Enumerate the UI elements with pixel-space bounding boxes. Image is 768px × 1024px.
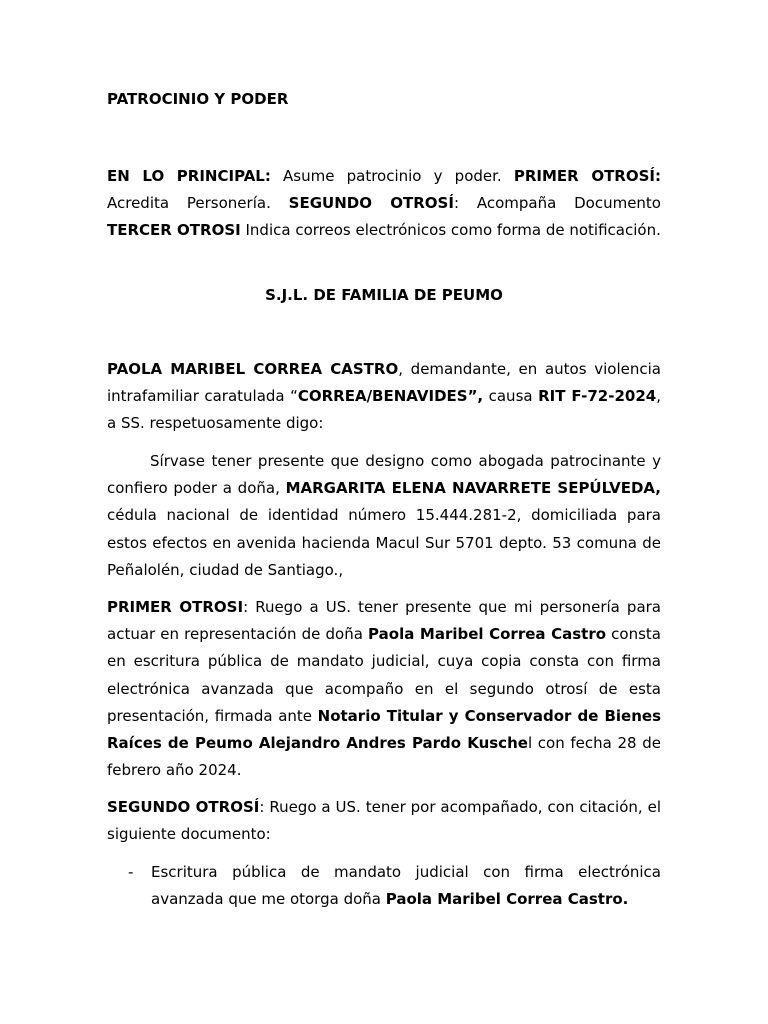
primer-otrosi-label: PRIMER OTROSÍ: [513, 167, 661, 185]
rit-number: RIT F-72-2024 [538, 387, 657, 406]
bullet-dash: - [128, 863, 134, 881]
segundo-otrosi-label: SEGUNDO OTROSÍ [288, 194, 454, 213]
list-item-text: Escritura pública de mandato judicial con firma electrónica avanzada que me otorga doña Paola Maribel Correa Castro. [151, 863, 661, 909]
represented-name: Paola Maribel Correa Castro [368, 625, 607, 644]
notary-name: Notario Titular y Conservador de Bienes Raíces de Peumo Alejandro Andres Pardo Kusche [107, 706, 662, 753]
segundo-otrosi-heading: SEGUNDO OTROSÍ [107, 798, 260, 816]
primer-otrosi-heading: PRIMER OTROSI [107, 598, 244, 616]
list-item [107, 859, 661, 913]
court-heading: S.J.L. DE FAMILIA DE PEUMO [265, 286, 503, 304]
segundo-otrosi-paragraph: SEGUNDO OTROSÍ: Ruego a US. tener por acompañado, con citación, el siguiente documento: [107, 798, 661, 844]
tercer-otrosi-label: TERCER OTROSI [107, 221, 241, 240]
primer-otrosi-paragraph: PRIMER OTROSI: Ruego a US. tener presente que mi personería para actuar en representación de doña Paola Maribel Correa Castro consta en escritura pública de mandato judicial, cuya copia consta con firma electrónica avanzada que acompaño en el segundo otrosí de esta presentación, firmada ante Notario Titular y Conservador de Bienes Raíces de Peumo Alejandro Andres Pardo Kuschel con fecha 28 de febrero año 2024. [107, 598, 662, 780]
summary-paragraph: EN LO PRINCIPAL: Asume patrocinio y poder. PRIMER OTROSÍ: Acredita Personería. SEGUNDO OTROSÍ: Acompaña Documento TERCER OTROSI Indica correos electrónicos como forma de notificación. [107, 167, 661, 240]
grantor-name: Paola Maribel Correa Castro. [385, 890, 629, 909]
petitioner-name: PAOLA MARIBEL CORREA CASTRO [107, 360, 399, 378]
case-name: CORREA/BENAVIDES”, [297, 387, 484, 406]
attorney-name: MARGARITA ELENA NAVARRETE SEPÚLVEDA, [285, 479, 661, 498]
principal-paragraph: Sírvase tener presente que designo como abogada patrocinante y confiero poder a doña, MARGARITA ELENA NAVARRETE SEPÚLVEDA, cédula nacional de identidad número 15.444.281-2, domiciliada para estos efectos en avenida hacienda Macul Sur 5701 depto. 53 comuna de Peñalolén, ciudad de Santiago., [107, 452, 661, 579]
intro-paragraph: PAOLA MARIBEL CORREA CASTRO, demandante, en autos violencia intrafamiliar caratulada “CORREA/BENAVIDES”, causa RIT F-72-2024, a SS. respetuosamente digo: [107, 360, 661, 433]
principal-label: EN LO PRINCIPAL: [107, 167, 271, 185]
document-title: PATROCINIO Y PODER [107, 90, 289, 108]
